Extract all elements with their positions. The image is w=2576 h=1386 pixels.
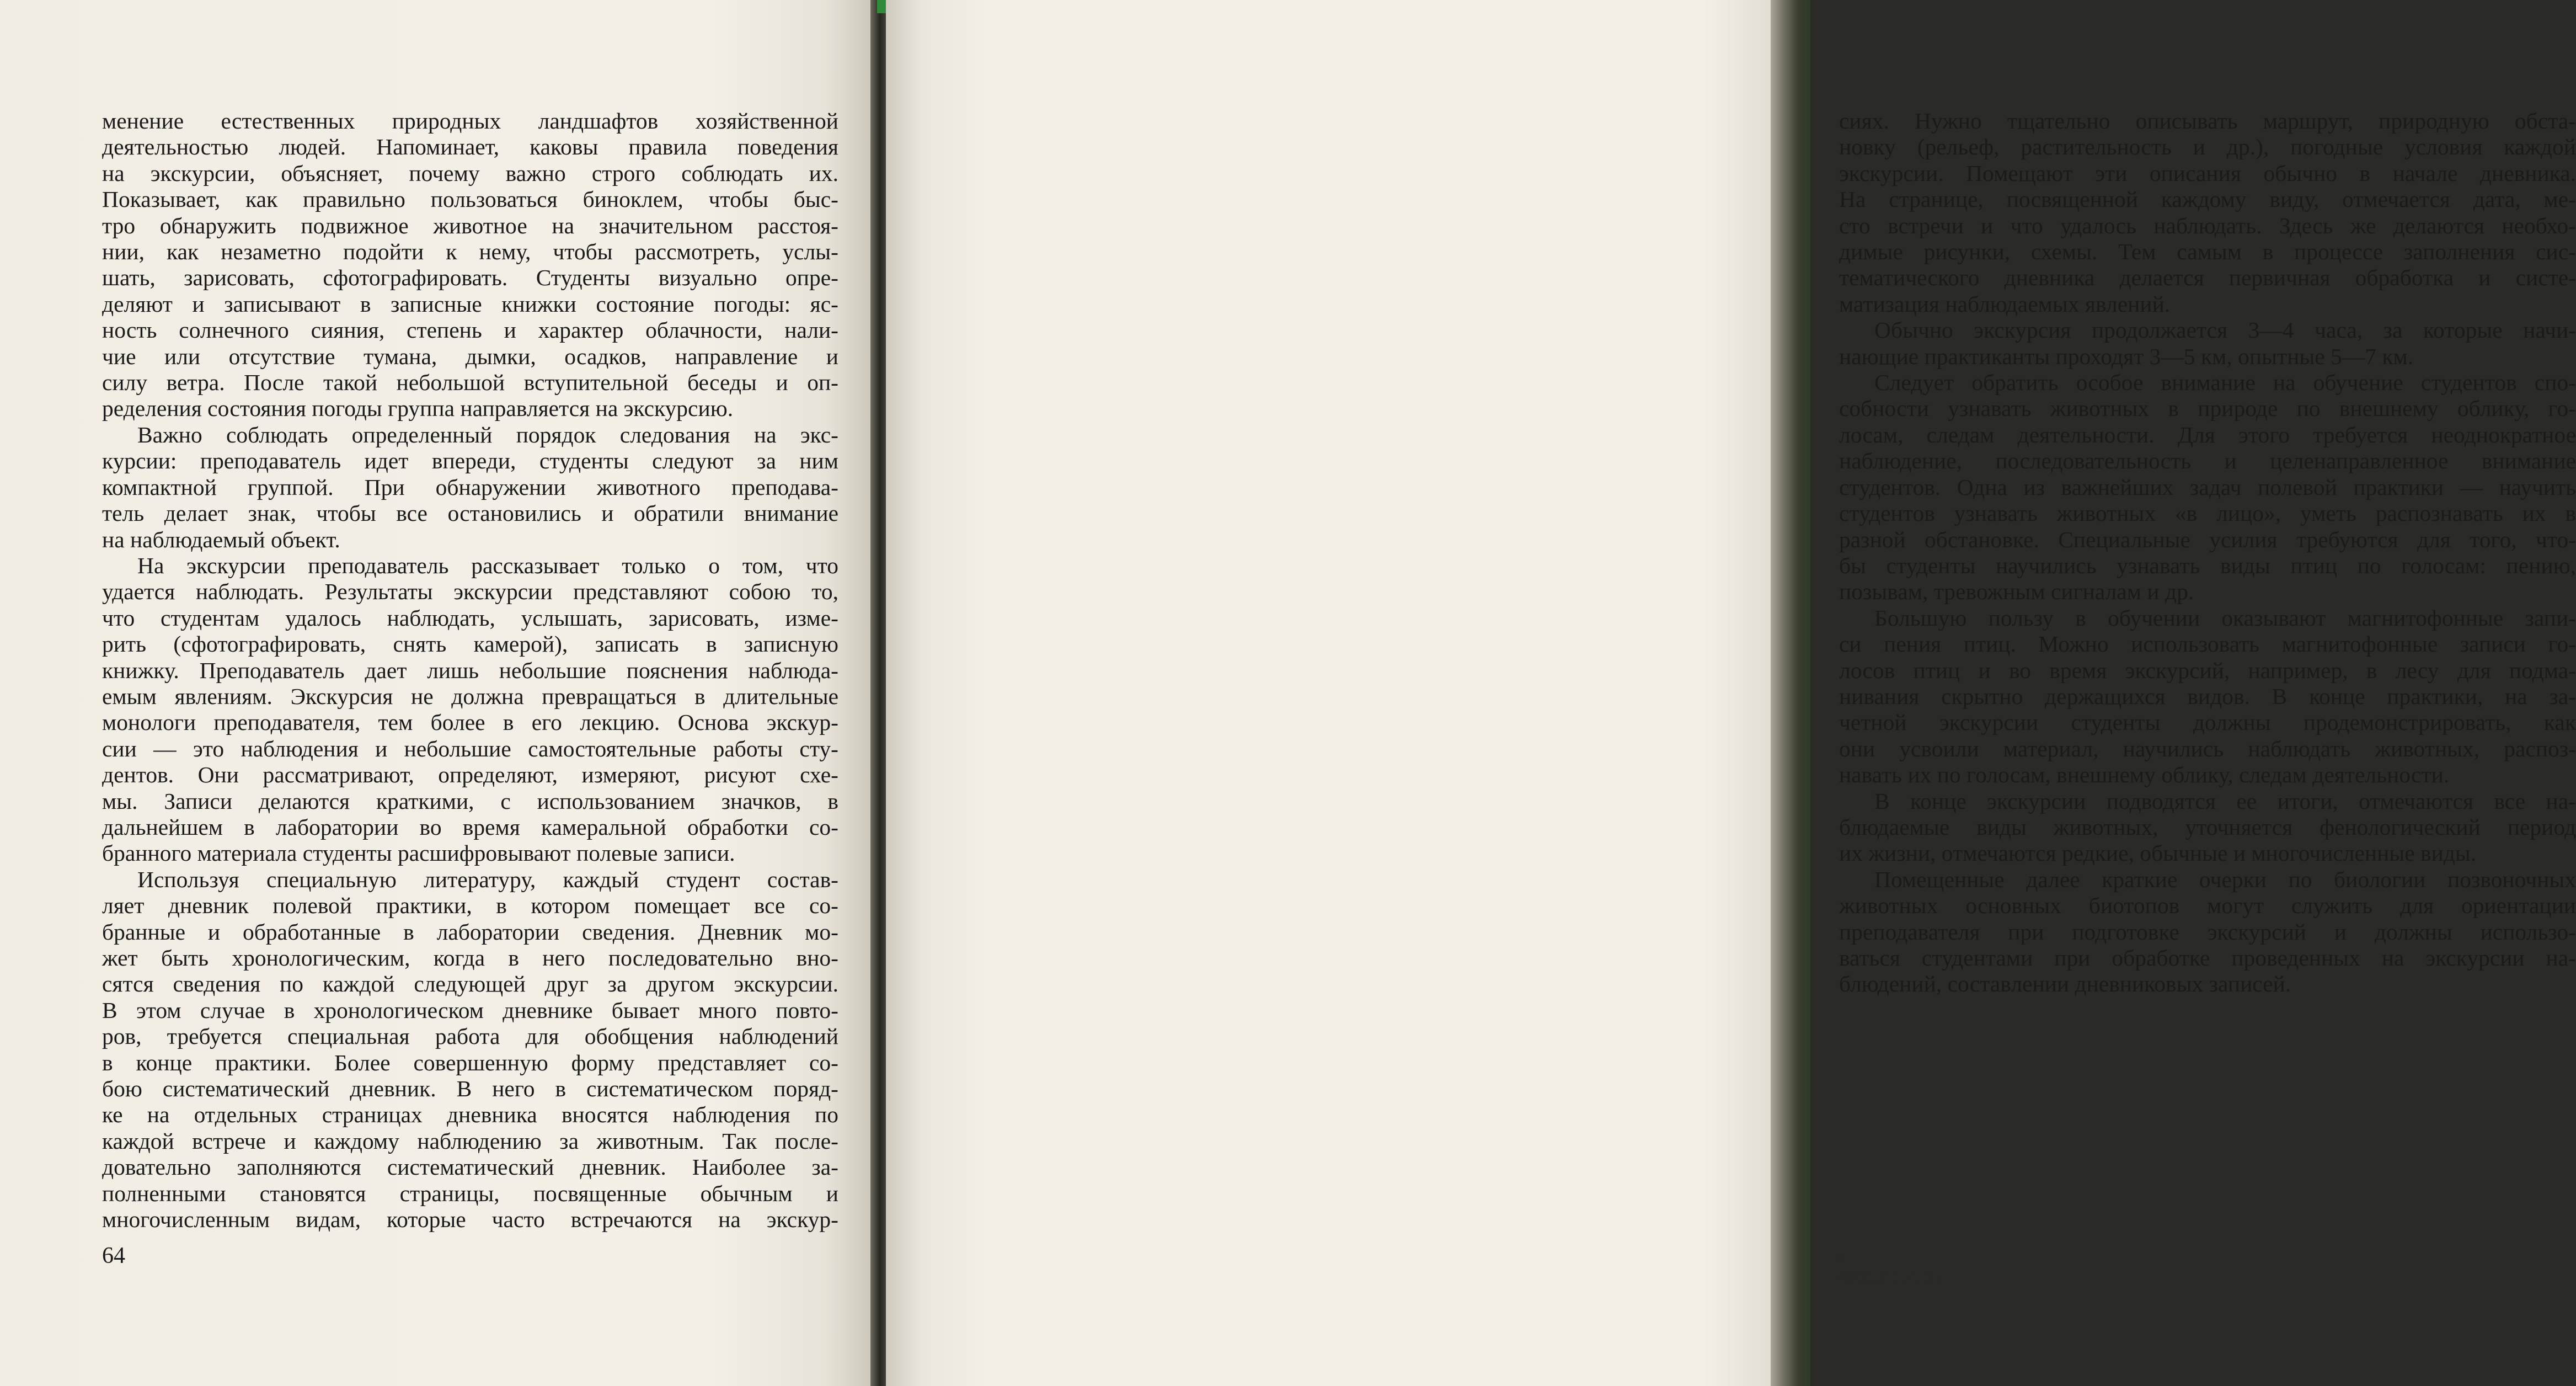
text-line: на наблюдаемый объект.	[102, 526, 340, 552]
text-line: нающие практиканты проходят 3—5 км, опытные 5—7 км.	[1839, 343, 2414, 369]
page-number: 64	[102, 1243, 125, 1268]
left-page	[0, 0, 878, 1386]
text-line: ваться студентами при обработке проведенных на экскурсии на-	[1839, 945, 2576, 971]
text-line: сто встречи и что удалось наблюдать. Здесь же делаются необхо-	[1839, 212, 2576, 238]
text-line: студентов узнавать животных «в лицо», уметь распознавать их в	[1839, 500, 2576, 526]
text-line: Помещенные далее краткие очерки по биологии позвоночных	[1874, 866, 2576, 892]
text-line: жет быть хронологическим, когда в него последовательно вно-	[102, 945, 838, 971]
text-line: животных основных биотопов могут служить для ориентации	[1839, 893, 2576, 919]
text-line: бранного материала студенты расшифровывают полевые записи.	[102, 840, 735, 866]
text-line: блюдений, составлении дневниковых записей.	[1839, 971, 2291, 997]
text-line: си пения птиц. Можно использовать магнитофонные записи го-	[1839, 631, 2576, 657]
right-page	[886, 0, 2576, 1386]
text-line: Следует обратить особое внимание на обучение студентов спо-	[1874, 370, 2576, 396]
text-line: сятся сведения по каждой следующей друг за другом экскурсии.	[102, 971, 838, 997]
text-line: дентов. Они рассматривают, определяют, измеряют, рисуют схе-	[102, 762, 838, 788]
text-line: компактной группой. При обнаружении животного преподава-	[102, 474, 838, 500]
text-line: На экскурсии преподаватель рассказывает только о том, что	[137, 552, 838, 578]
text-line: тематического дневника делается первичная обработка и систе-	[1839, 265, 2576, 291]
text-line: бою систематический дневник. В него в систематическом поряд-	[102, 1076, 838, 1102]
text-line: деятельностью людей. Напоминает, каковы правила поведения	[102, 134, 838, 160]
text-line: Обычно экскурсия продолжается 3—4 часа, за которые начи-	[1874, 317, 2576, 343]
text-line: на экскурсии, объясняет, почему важно строго соблюдать их.	[102, 160, 838, 186]
text-line: менение естественных природных ландшафтов хозяйственной	[102, 108, 838, 134]
text-line: шать, зарисовать, сфотографировать. Студенты визуально опре-	[102, 265, 838, 291]
text-line: что студентам удалось наблюдать, услышать, зарисовать, изме-	[102, 605, 838, 631]
text-line: тель делает знак, чтобы все остановились и обратили внимание	[102, 500, 838, 526]
text-line: ров, требуется специальная работа для обобщения наблюдений	[102, 1023, 838, 1049]
text-line: рить (сфотографировать, снять камерой), записать в записную	[102, 631, 838, 657]
text-line: их жизни, отмечаются редкие, обычные и многочисленные виды.	[1839, 840, 2477, 866]
text-line: преподавателя при подготовке экскурсий и должны использо-	[1839, 919, 2576, 945]
text-line: ляет дневник полевой практики, в котором помещает все со-	[102, 893, 838, 919]
text-line: разной обстановке. Специальные усилия требуются для того, что-	[1839, 526, 2576, 552]
left-page-text	[102, 108, 838, 1233]
text-line: тро обнаружить подвижное животное на значительном расстоя-	[102, 212, 838, 238]
text-line: сиях. Нужно тщательно описывать маршрут, природную обста-	[1839, 108, 2576, 134]
text-line: ределения состояния погоды группа направляется на экскурсию.	[102, 396, 734, 422]
text-line: димые рисунки, схемы. Тем самым в процессе заполнения сис-	[1839, 239, 2576, 265]
text-line: они усвоили материал, научились наблюдать животных, распоз-	[1839, 735, 2576, 761]
text-line: матизация наблюдаемых явлений.	[1839, 291, 2171, 317]
text-line: дальнейшем в лаборатории во время камеральной обработки со-	[102, 814, 838, 840]
text-line: полненными становятся страницы, посвященные обычным и	[102, 1180, 838, 1206]
text-line: Используя специальную литературу, каждый студент состав-	[137, 866, 838, 892]
text-line: наблюдение, последовательность и целенаправленное внимание	[1839, 448, 2576, 474]
text-line: сии — это наблюдения и небольшие самостоятельные работы сту-	[102, 735, 838, 761]
text-line: книжку. Преподаватель дает лишь небольшие пояснения наблюда-	[102, 657, 838, 683]
text-line: мы. Записи делаются краткими, с использованием значков, в	[102, 788, 838, 814]
text-line: В этом случае в хронологическом дневнике бывает много повто-	[102, 997, 838, 1023]
text-line: лосов птиц и во время экскурсий, например, в лесу для подма-	[1839, 657, 2576, 683]
text-line: нии, как незаметно подойти к нему, чтобы рассмотреть, услы-	[102, 239, 838, 265]
text-line: силу ветра. После такой небольшой вступительной беседы и оп-	[102, 370, 838, 396]
text-line: студентов. Одна из важнейших задач полевой практики — научить	[1839, 474, 2576, 500]
text-line: курсии: преподаватель идет впереди, студенты следуют за ним	[102, 448, 838, 474]
text-line: экскурсии. Помещают эти описания обычно в начале дневника.	[1839, 160, 2576, 186]
text-line: новку (рельеф, растительность и др.), погодные условия каждой	[1839, 134, 2576, 160]
text-line: многочисленным видам, которые часто встречаются на экскур-	[102, 1207, 838, 1233]
text-line: удается наблюдать. Результаты экскурсии представляют собою то,	[102, 579, 838, 605]
text-line: монологи преподавателя, тем более в его лекцию. Основа экскур-	[102, 710, 838, 735]
text-line: В конце экскурсии подводятся ее итоги, отмечаются все на-	[1874, 788, 2576, 814]
text-line: Показывает, как правильно пользоваться биноклем, чтобы быс-	[102, 186, 838, 212]
text-line: довательно заполняются систематический дневник. Наиболее за-	[102, 1154, 838, 1180]
text-line: каждой встрече и каждому наблюдению за животным. Так после-	[102, 1128, 838, 1154]
text-line: в конце практики. Более совершенную форму представляет со-	[102, 1049, 838, 1075]
page-stack-edge	[1771, 0, 1810, 1386]
text-line: ке на отдельных страницах дневника вносятся наблюдения по	[102, 1102, 838, 1128]
text-line: четной экскурсии студенты должны продемонстрировать, как	[1839, 710, 2576, 735]
text-line: позывам, тревожным сигналам и др.	[1839, 579, 2194, 605]
text-line: ность солнечного сияния, степень и характер облачности, нали-	[102, 317, 838, 343]
text-line: емым явлениям. Экскурсия не должна превращаться в длительные	[102, 683, 838, 709]
text-line: лосам, следам деятельности. Для этого требуется неоднократное	[1839, 422, 2576, 447]
text-line: бранные и обработанные в лаборатории сведения. Дневник мо-	[102, 919, 838, 945]
text-line: Важно соблюдать определенный порядок следования на экс-	[137, 422, 838, 447]
right-page-text	[1839, 108, 2576, 998]
text-line: собности узнавать животных в природе по внешнему облику, го-	[1839, 396, 2576, 422]
text-line: бы студенты научились узнавать виды птиц по голосам: пению,	[1839, 552, 2576, 578]
text-line: нивания скрытно держащихся видов. В конце практики, на за-	[1839, 683, 2576, 709]
text-line: Большую пользу в обучении оказывают магнитофонные запи-	[1874, 605, 2576, 631]
text-line: блюдаемые виды животных, уточняется фенологический период	[1839, 814, 2576, 840]
text-line: деляют и записывают в записные книжки состояние погоды: яс-	[102, 291, 838, 317]
text-line: На странице, посвященной каждому виду, отмечается дата, ме-	[1839, 186, 2576, 212]
text-line: навать их по голосам, внешнему облику, следам деятельности.	[1839, 762, 2450, 788]
text-line: чие или отсутствие тумана, дымки, осадков, направление и	[102, 343, 838, 369]
printer-signature: 3 Константинов	[1836, 1248, 1942, 1285]
